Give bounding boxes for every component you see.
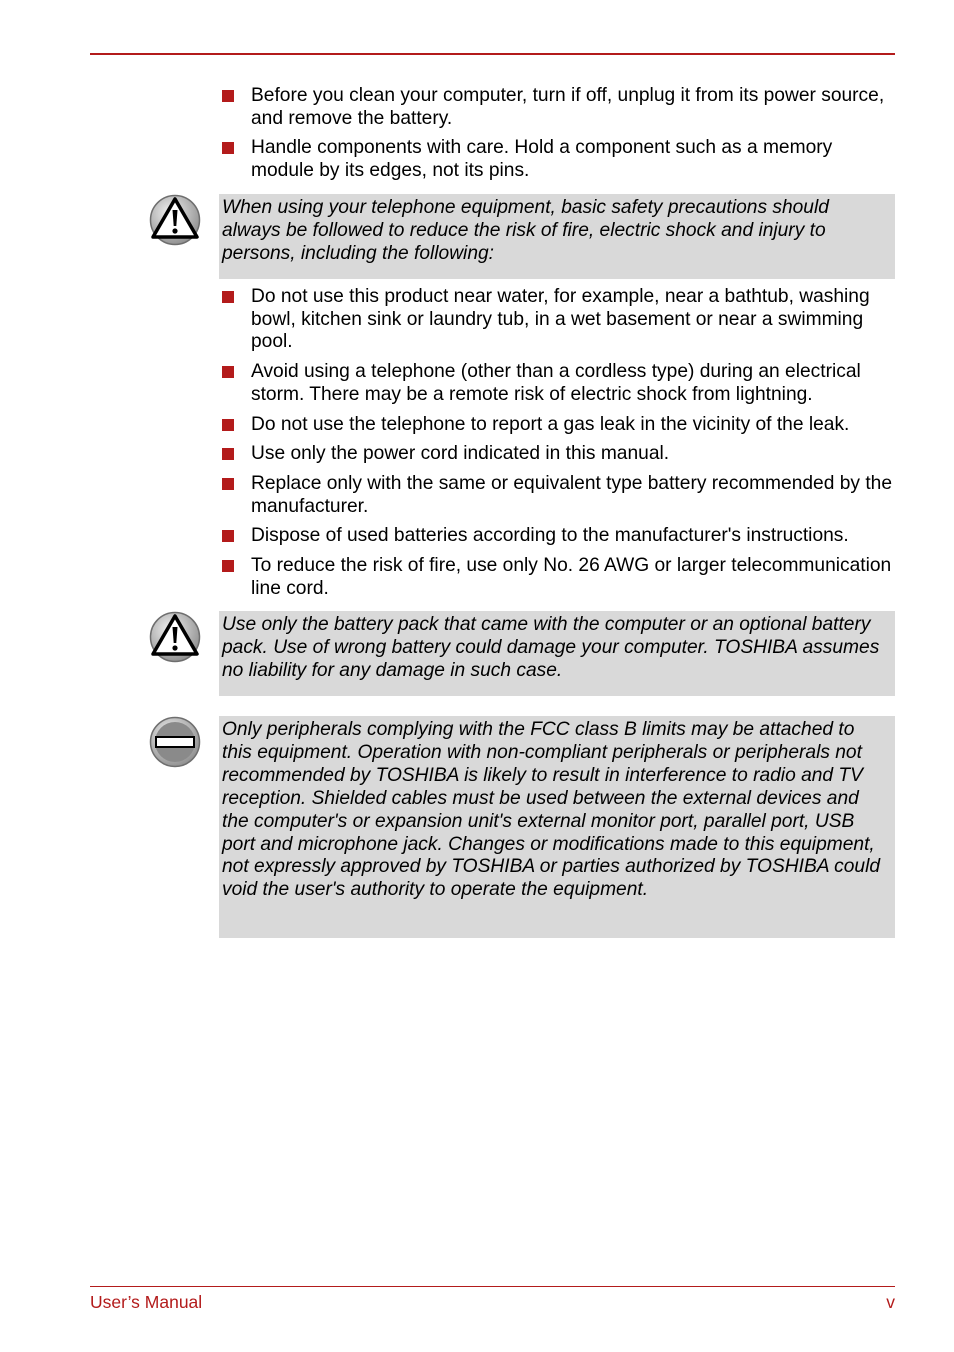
warning-note xyxy=(219,194,895,279)
list-item-text: Replace only with the same or equivalent type battery recommended by the manufacturer. xyxy=(251,472,893,517)
header-rule xyxy=(90,53,895,55)
list-item xyxy=(222,361,895,406)
list-item xyxy=(222,85,895,130)
list-item-text: Avoid using a telephone (other than a cordless type) during an electrical storm. There may be a remote risk of electric shock from lightning. xyxy=(251,361,861,405)
square-bullet-icon xyxy=(222,291,234,303)
battery-warning-text: Use only the battery pack that came with the computer or an optional battery pack. Use of wrong battery could damage your computer. TOSHIBA assumes no liability for any damage in such case. xyxy=(222,614,880,681)
square-bullet-icon xyxy=(222,366,234,378)
list-item-text: Before you clean your computer, turn if off, unplug it from its power source, and remove the battery. xyxy=(251,85,885,129)
list-item-text: Dispose of used batteries according to the manufacturer's instructions. xyxy=(251,525,849,547)
list-item xyxy=(222,473,895,518)
footer-manual-title: User’s Manual xyxy=(90,1292,203,1312)
prohibited-icon xyxy=(149,716,201,768)
warning-triangle-icon xyxy=(149,194,201,246)
square-bullet-icon xyxy=(222,478,234,490)
battery-warning-note xyxy=(219,611,895,696)
list-item xyxy=(222,555,895,600)
footer-page-number: v xyxy=(886,1292,895,1312)
list-item-text: Handle components with care. Hold a component such as a memory module by its edges, not its pins. xyxy=(251,137,833,182)
square-bullet-icon xyxy=(222,560,234,572)
footer-rule xyxy=(90,1286,895,1287)
list-item-text: Do not use the telephone to report a gas leak in the vicinity of the leak. xyxy=(251,413,850,435)
list-item-text: Use only the power cord indicated in this manual. xyxy=(251,443,670,465)
square-bullet-icon xyxy=(222,419,234,431)
precautions-list xyxy=(222,85,895,183)
fcc-note xyxy=(219,716,895,938)
list-item xyxy=(222,443,895,466)
square-bullet-icon xyxy=(222,90,234,102)
list-item xyxy=(222,137,895,182)
list-item xyxy=(222,525,895,548)
warning-note-text: When using your telephone equipment, basic safety precautions should always be followed to reduce the risk of fire, electric shock and injury to persons, including the following: xyxy=(222,197,829,264)
list-item-text: Do not use this product near water, for example, near a bathtub, washing bowl, kitchen sink or laundry tub, in a wet basement or near a swimming pool. xyxy=(251,286,870,353)
list-item xyxy=(222,286,895,354)
warning-triangle-icon xyxy=(149,611,201,663)
list-item xyxy=(222,414,895,437)
list-item-text: To reduce the risk of fire, use only No. 26 AWG or larger telecommunication line cord. xyxy=(251,555,892,599)
square-bullet-icon xyxy=(222,448,234,460)
telephone-safety-list xyxy=(222,286,895,600)
fcc-note-text: Only peripherals complying with the FCC class B limits may be attached to this equipment. Operation with non-compliant peripherals or peripherals not recommended by TOSHIBA is likely to result in interference to radio and TV reception. Shielded cables must be used between the external devices and the computer's or expansion unit's external monitor port, parallel port, USB port and microphone jack. Changes or modifications made to this equipment, not expressly approved by TOSHIBA or parties authorized by TOSHIBA could void the user's authority to operate the equipment. xyxy=(222,719,881,901)
square-bullet-icon xyxy=(222,142,234,154)
square-bullet-icon xyxy=(222,530,234,542)
